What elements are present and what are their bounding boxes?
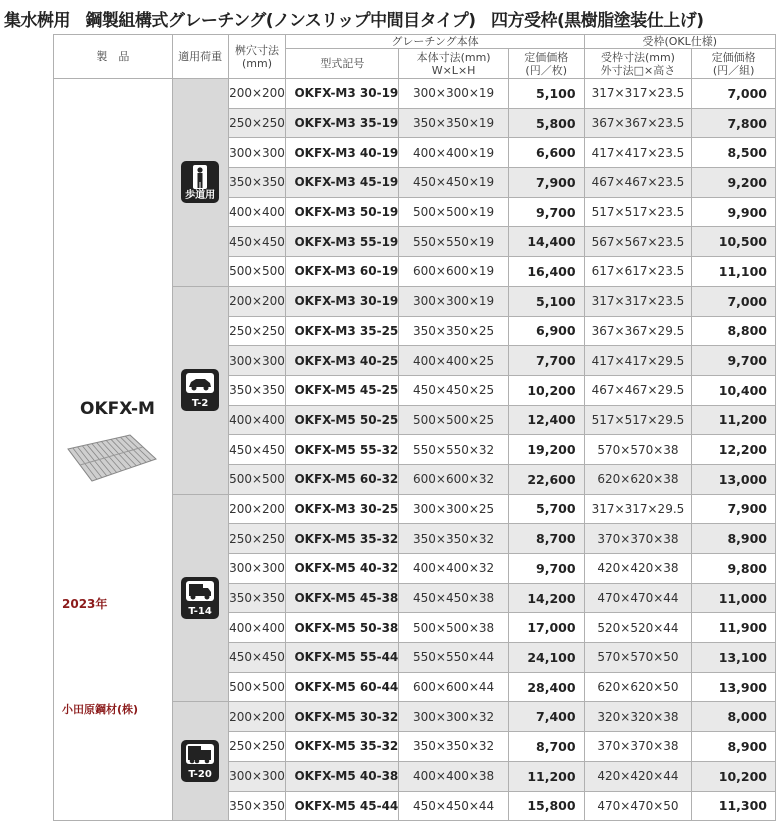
frame-size-cell: 367×367×23.5 (584, 108, 692, 138)
body-size-cell: 400×400×19 (399, 138, 509, 168)
price-cell: 7,400 (508, 702, 584, 732)
body-size-cell: 400×400×25 (399, 346, 509, 376)
price-cell: 12,400 (508, 405, 584, 435)
truck-icon (181, 577, 219, 619)
frame-price-cell: 9,900 (692, 197, 776, 227)
frame-size-cell: 320×320×38 (584, 702, 692, 732)
body-size-cell: 500×500×19 (399, 197, 509, 227)
frame-price-cell: 13,000 (692, 464, 776, 494)
header-frame-size (584, 49, 692, 79)
model-cell: OKFX-M5 35-32 (286, 732, 399, 762)
load-class-cell (172, 702, 228, 821)
pit-size-cell: 500×500 (228, 464, 286, 494)
header-product: 製 品 (54, 35, 173, 79)
header-frame-size-label: 受枠寸法(mm) (600, 50, 675, 64)
pit-size-cell: 350×350 (228, 583, 286, 613)
model-cell: OKFX-M3 35-19 (286, 108, 399, 138)
pit-size-cell: 350×350 (228, 375, 286, 405)
frame-size-cell: 517×517×23.5 (584, 197, 692, 227)
frame-price-cell: 8,500 (692, 138, 776, 168)
load-class-cell (172, 79, 228, 287)
body-size-cell: 550×550×19 (399, 227, 509, 257)
pit-size-cell: 200×200 (228, 702, 286, 732)
model-cell: OKFX-M5 55-44 (286, 643, 399, 673)
price-cell: 8,700 (508, 732, 584, 762)
model-cell: OKFX-M5 45-38 (286, 583, 399, 613)
body-size-cell: 450×450×19 (399, 168, 509, 198)
body-size-cell: 400×400×38 (399, 761, 509, 791)
body-size-cell: 450×450×25 (399, 375, 509, 405)
pit-size-cell: 300×300 (228, 346, 286, 376)
body-size-cell: 300×300×19 (399, 79, 509, 109)
frame-price-cell: 11,000 (692, 583, 776, 613)
frame-price-cell: 9,800 (692, 554, 776, 584)
price-cell: 5,700 (508, 494, 584, 524)
frame-size-cell: 620×620×38 (584, 464, 692, 494)
product-cell (54, 79, 173, 821)
header-body-size (399, 49, 509, 79)
frame-size-cell: 417×417×29.5 (584, 346, 692, 376)
year-label: 2023年 (62, 597, 108, 611)
body-size-cell: 350×350×32 (399, 524, 509, 554)
frame-price-cell: 8,000 (692, 702, 776, 732)
frame-price-cell: 7,800 (692, 108, 776, 138)
pit-size-cell: 200×200 (228, 79, 286, 109)
title-frame: 四方受枠(黒樹脂塗装仕上げ) (490, 11, 704, 31)
frame-price-cell: 10,200 (692, 761, 776, 791)
frame-price-cell: 11,900 (692, 613, 776, 643)
price-cell: 8,700 (508, 524, 584, 554)
header-pit-size-label: 桝穴寸法 (235, 43, 279, 57)
price-cell: 15,800 (508, 791, 584, 821)
header-frame-group: 受枠(OKL仕様) (584, 35, 775, 49)
price-cell: 14,200 (508, 583, 584, 613)
frame-price-cell: 7,900 (692, 494, 776, 524)
load-class-label: T-2 (191, 398, 209, 410)
price-cell: 14,400 (508, 227, 584, 257)
model-cell: OKFX-M3 30-19 (286, 286, 399, 316)
frame-price-cell: 9,200 (692, 168, 776, 198)
price-cell: 9,700 (508, 197, 584, 227)
table-row (54, 79, 776, 109)
price-cell: 5,100 (508, 286, 584, 316)
price-cell: 6,900 (508, 316, 584, 346)
model-cell: OKFX-M3 50-19 (286, 197, 399, 227)
frame-price-cell: 10,500 (692, 227, 776, 257)
price-cell: 5,100 (508, 79, 584, 109)
price-cell: 9,700 (508, 554, 584, 584)
price-cell: 28,400 (508, 672, 584, 702)
pit-size-cell: 350×350 (228, 168, 286, 198)
frame-price-cell: 11,100 (692, 257, 776, 287)
header-price (508, 49, 584, 79)
body-size-cell: 300×300×19 (399, 286, 509, 316)
frame-size-cell: 620×620×50 (584, 672, 692, 702)
model-cell: OKFX-M3 30-25 (286, 494, 399, 524)
price-cell: 6,600 (508, 138, 584, 168)
frame-price-cell: 8,900 (692, 732, 776, 762)
header-pit-size-unit: (mm) (241, 56, 272, 70)
pit-size-cell: 250×250 (228, 108, 286, 138)
pit-size-cell: 350×350 (228, 791, 286, 821)
body-size-cell: 500×500×25 (399, 405, 509, 435)
pit-size-cell: 250×250 (228, 316, 286, 346)
header-pit-size (228, 35, 286, 79)
frame-price-cell: 7,000 (692, 286, 776, 316)
frame-size-cell: 467×467×23.5 (584, 168, 692, 198)
price-cell: 17,000 (508, 613, 584, 643)
pit-size-cell: 300×300 (228, 761, 286, 791)
frame-price-cell: 13,900 (692, 672, 776, 702)
header-frame-price-label: 定価価格 (711, 50, 756, 64)
header-frame-size-sub: 外寸法□×高さ (600, 63, 676, 77)
model-cell: OKFX-M3 60-19 (286, 257, 399, 287)
model-cell: OKFX-M5 55-32 (286, 435, 399, 465)
body-size-cell: 600×600×44 (399, 672, 509, 702)
header-grating-group: グレーチング本体 (286, 35, 584, 49)
grating-product-image (60, 431, 160, 486)
model-cell: OKFX-M5 40-32 (286, 554, 399, 584)
model-cell: OKFX-M5 60-32 (286, 464, 399, 494)
frame-price-cell: 8,800 (692, 316, 776, 346)
frame-price-cell: 9,700 (692, 346, 776, 376)
header-model: 型式記号 (286, 49, 399, 79)
body-size-cell: 450×450×38 (399, 583, 509, 613)
frame-price-cell: 11,300 (692, 791, 776, 821)
body-size-cell: 600×600×32 (399, 464, 509, 494)
pit-size-cell: 500×500 (228, 672, 286, 702)
body-size-cell: 300×300×25 (399, 494, 509, 524)
frame-size-cell: 570×570×50 (584, 643, 692, 673)
pit-size-cell: 400×400 (228, 197, 286, 227)
pit-size-cell: 300×300 (228, 138, 286, 168)
pit-size-cell: 450×450 (228, 643, 286, 673)
frame-size-cell: 370×370×38 (584, 524, 692, 554)
model-cell: OKFX-M5 40-38 (286, 761, 399, 791)
body-size-cell: 350×350×32 (399, 732, 509, 762)
frame-size-cell: 420×420×44 (584, 761, 692, 791)
pit-size-cell: 400×400 (228, 613, 286, 643)
frame-price-cell: 12,200 (692, 435, 776, 465)
price-cell: 19,200 (508, 435, 584, 465)
body-size-cell: 550×550×32 (399, 435, 509, 465)
frame-size-cell: 370×370×38 (584, 732, 692, 762)
frame-price-cell: 10,400 (692, 375, 776, 405)
frame-size-cell: 317×317×29.5 (584, 494, 692, 524)
frame-size-cell: 520×520×44 (584, 613, 692, 643)
model-cell: OKFX-M5 60-44 (286, 672, 399, 702)
frame-price-cell: 11,200 (692, 405, 776, 435)
frame-size-cell: 470×470×44 (584, 583, 692, 613)
header-price-unit: (円／枚) (525, 63, 568, 77)
price-cell: 7,700 (508, 346, 584, 376)
price-cell: 11,200 (508, 761, 584, 791)
body-size-cell: 300×300×32 (399, 702, 509, 732)
body-size-cell: 350×350×25 (399, 316, 509, 346)
price-cell: 24,100 (508, 643, 584, 673)
page-title (4, 6, 774, 32)
load-class-cell (172, 286, 228, 494)
frame-size-cell: 417×417×23.5 (584, 138, 692, 168)
model-cell: OKFX-M3 30-19 (286, 79, 399, 109)
price-cell: 16,400 (508, 257, 584, 287)
price-table (53, 34, 776, 821)
header-body-size-sub: W×L×H (431, 63, 476, 77)
model-cell: OKFX-M3 45-19 (286, 168, 399, 198)
frame-size-cell: 467×467×29.5 (584, 375, 692, 405)
model-cell: OKFX-M5 50-25 (286, 405, 399, 435)
body-size-cell: 350×350×19 (399, 108, 509, 138)
model-cell: OKFX-M5 50-38 (286, 613, 399, 643)
frame-size-cell: 570×570×38 (584, 435, 692, 465)
pit-size-cell: 200×200 (228, 286, 286, 316)
frame-size-cell: 470×470×50 (584, 791, 692, 821)
pit-size-cell: 250×250 (228, 524, 286, 554)
load-class-label: T-20 (188, 769, 212, 781)
price-cell: 5,800 (508, 108, 584, 138)
model-cell: OKFX-M3 40-25 (286, 346, 399, 376)
pit-size-cell: 250×250 (228, 732, 286, 762)
model-cell: OKFX-M3 55-19 (286, 227, 399, 257)
frame-size-cell: 420×420×38 (584, 554, 692, 584)
frame-size-cell: 567×567×23.5 (584, 227, 692, 257)
model-cell: OKFX-M5 45-44 (286, 791, 399, 821)
body-size-cell: 400×400×32 (399, 554, 509, 584)
pit-size-cell: 200×200 (228, 494, 286, 524)
pit-size-cell: 450×450 (228, 435, 286, 465)
header-body-size-label: 本体寸法(mm) (416, 50, 491, 64)
model-cell: OKFX-M3 35-25 (286, 316, 399, 346)
load-class-label: 歩道用 (185, 190, 216, 202)
title-main: 鋼製組構式グレーチング(ノンスリップ中間目タイプ) (85, 11, 476, 31)
frame-price-cell: 13,100 (692, 643, 776, 673)
load-class-cell (172, 494, 228, 702)
pit-size-cell: 450×450 (228, 227, 286, 257)
frame-size-cell: 317×317×23.5 (584, 286, 692, 316)
header-frame-price-unit: (円／組) (712, 63, 755, 77)
model-cell: OKFX-M5 45-25 (286, 375, 399, 405)
pit-size-cell: 300×300 (228, 554, 286, 584)
body-size-cell: 450×450×44 (399, 791, 509, 821)
pit-size-cell: 500×500 (228, 257, 286, 287)
model-cell: OKFX-M3 40-19 (286, 138, 399, 168)
pedestrian-icon (181, 161, 219, 203)
load-class-label: T-14 (188, 606, 212, 618)
header-load: 適用荷重 (172, 35, 228, 79)
frame-size-cell: 617×617×23.5 (584, 257, 692, 287)
body-size-cell: 550×550×44 (399, 643, 509, 673)
maker-label: 小田原鋼材(株) (62, 703, 139, 716)
body-size-cell: 600×600×19 (399, 257, 509, 287)
model-cell: OKFX-M5 35-32 (286, 524, 399, 554)
header-frame-price (692, 49, 776, 79)
car-icon (181, 369, 219, 411)
frame-price-cell: 7,000 (692, 79, 776, 109)
model-cell: OKFX-M5 30-32 (286, 702, 399, 732)
table-body (54, 79, 776, 821)
frame-size-cell: 367×367×29.5 (584, 316, 692, 346)
product-name: OKFX-M (80, 399, 155, 419)
body-size-cell: 500×500×38 (399, 613, 509, 643)
price-cell: 7,900 (508, 168, 584, 198)
frame-size-cell: 517×517×29.5 (584, 405, 692, 435)
pit-size-cell: 400×400 (228, 405, 286, 435)
heavy-truck-icon (181, 740, 219, 782)
header-price-label: 定価価格 (524, 50, 569, 64)
frame-size-cell: 317×317×23.5 (584, 79, 692, 109)
title-category: 集水桝用 (4, 11, 70, 31)
price-cell: 22,600 (508, 464, 584, 494)
price-cell: 10,200 (508, 375, 584, 405)
frame-price-cell: 8,900 (692, 524, 776, 554)
